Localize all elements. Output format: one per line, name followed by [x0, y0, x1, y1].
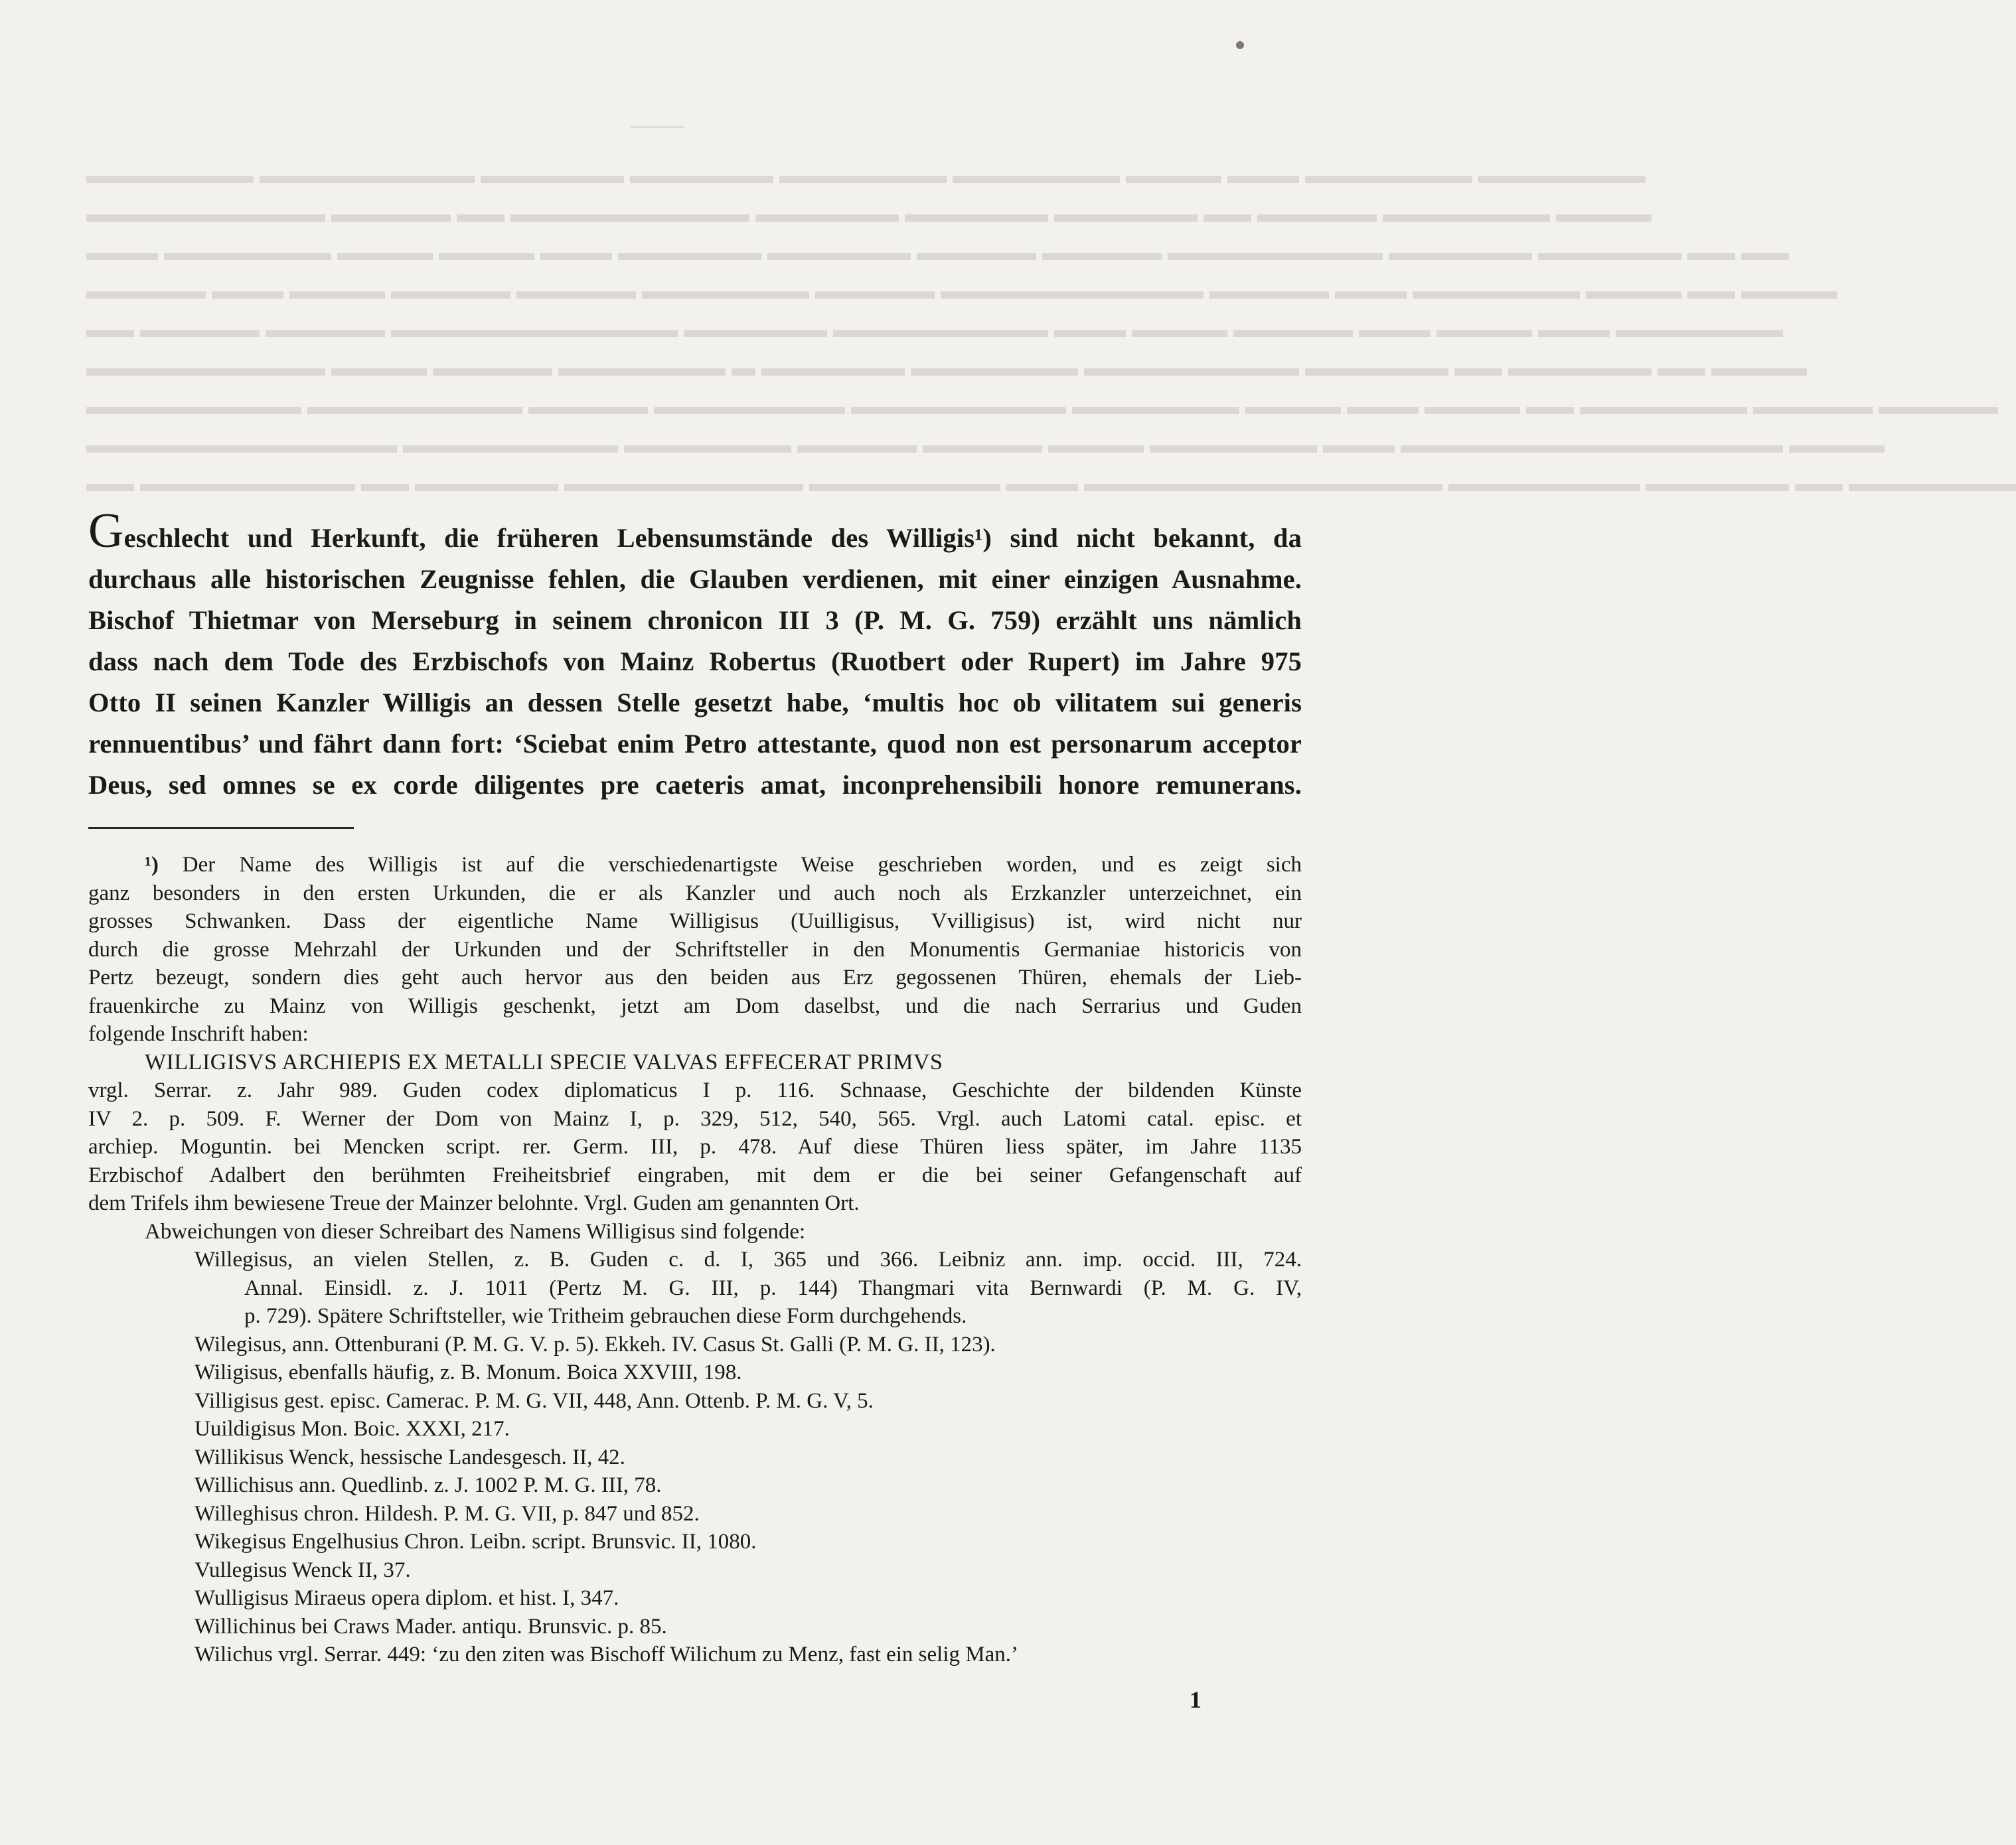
- variants-intro: Abweichungen von dieser Schreibart des Namens Willigisus sind folgende:: [145, 1219, 806, 1244]
- variant-line: Wikegisus Engelhusius Chron. Leibn. script. Brunsvic. II, 1080.: [194, 1530, 757, 1554]
- variant-line: Willikisus Wenck, hessische Landesgesch. II, 42.: [194, 1445, 625, 1469]
- inscription: WILLIGISVS ARCHIEPIS EX METALLI SPECIE VALVAS EFFECERAT PRIMVS: [145, 1049, 943, 1074]
- bleed-through-text: ▬▬▬▬▬▬▬ ▬▬▬▬▬▬▬▬▬ ▬▬▬▬▬▬ ▬▬▬▬▬▬ ▬▬▬▬▬▬▬ ▬▬▬▬▬▬▬ ▬▬▬▬ ▬▬▬ ▬▬▬▬▬▬▬ ▬▬▬▬▬▬▬ ▬▬▬▬▬▬▬▬▬▬ ▬▬▬▬▬ ▬▬ ▬▬▬▬▬▬▬▬▬▬ ▬▬▬▬▬▬ ▬▬▬▬▬▬ ▬▬▬▬▬▬ ▬▬ ▬▬▬▬▬ ▬▬▬▬▬▬▬ ▬▬▬▬ ▬▬▬ ▬▬▬▬▬▬▬ ▬▬▬▬ ▬▬▬▬ ▬▬▬ ▬▬▬▬▬▬ ▬▬▬▬▬▬ ▬▬▬▬▬ ▬▬▬▬▬ ▬▬▬▬▬▬▬▬▬ ▬▬▬▬▬▬ ▬▬▬▬▬▬ ▬▬ ▬▬ ▬▬▬▬▬ ▬▬▬ ▬▬▬▬ ▬▬▬▬▬ ▬▬▬▬▬ ▬▬▬▬▬▬▬ ▬▬▬▬▬ ▬▬▬▬▬▬▬▬▬▬▬ ▬▬▬▬▬ ▬▬▬ ▬▬▬▬▬▬▬ ▬▬▬▬ ▬▬ ▬▬▬▬ ▬▬ ▬▬▬▬▬ ▬▬▬▬▬ ▬▬▬▬▬▬▬▬▬▬▬▬ ▬▬▬▬▬▬ ▬▬▬▬▬▬▬▬▬ ▬▬▬ ▬▬▬▬ ▬▬▬▬▬ ▬▬▬ ▬▬▬▬ ▬▬▬ ▬▬▬▬▬▬▬ ▬▬▬▬▬▬▬▬▬▬ ▬▬▬▬ ▬▬▬▬▬ ▬▬▬▬▬▬▬ ▬ ▬▬▬▬▬▬ ▬▬▬▬▬▬▬ ▬▬▬▬▬▬▬▬▬ ▬▬▬▬▬▬ ▬▬ ▬▬▬▬▬▬ ▬▬ ▬▬▬▬ ▬▬▬▬▬▬▬▬▬ ▬▬▬▬▬▬▬▬▬ ▬▬▬▬▬ ▬▬▬▬▬▬▬▬ ▬▬▬▬▬▬▬▬▬ ▬▬▬▬▬▬▬ ▬▬▬▬ ▬▬▬ ▬▬▬▬ ▬▬ ▬▬▬▬▬▬▬ ▬▬▬▬▬ ▬▬▬▬▬ ▬▬▬▬▬▬▬▬▬▬▬▬▬ ▬▬▬▬▬▬▬▬▬ ▬▬▬▬▬▬▬ ▬▬▬▬▬ ▬▬▬▬▬ ▬▬▬▬ ▬▬▬▬▬▬▬ ▬▬▬ ▬▬▬▬▬▬▬▬▬▬▬▬▬▬▬▬ ▬▬▬▬ ▬▬ ▬▬▬▬▬▬▬▬▬ ▬▬ ▬▬▬▬▬▬ ▬▬▬▬▬▬▬▬▬▬ ▬▬▬▬▬▬▬▬ ▬▬▬ ▬▬▬▬▬▬▬▬▬▬▬▬▬▬▬ ▬▬▬▬▬▬▬▬ ▬▬▬▬▬▬ ▬▬ ▬▬▬▬▬▬▬: [86, 162, 2016, 496]
- ink-spot: [1236, 41, 1244, 49]
- drop-initial: G: [88, 504, 124, 558]
- main-line-4: dass nach dem Tode des Erzbischofs von Mainz Robertus (Ruotbert oder Rupert) im Jahre 975: [88, 646, 1302, 676]
- reference-line-3: archiep. Moguntin. bei Mencken script. rer. Germ. III, p. 478. Auf diese Thüren liess später, im Jahre 1135: [88, 1135, 1302, 1159]
- bleed-through-page-number: [631, 100, 684, 128]
- footnote: [88, 851, 1302, 1669]
- variant-line: Willichisus ann. Quedlinb. z. J. 1002 P. M. G. III, 78.: [194, 1473, 662, 1497]
- variant-line: Willichinus bei Craws Mader. antiqu. Brunsvic. p. 85.: [194, 1614, 667, 1639]
- variant-line: Wiligisus, ebenfalls häufig, z. B. Monum. Boica XXVIII, 198.: [194, 1361, 742, 1384]
- footnote-divider: [88, 827, 354, 829]
- main-paragraph: [88, 504, 1302, 806]
- variant-line: Wilichus vrgl. Serrar. 449: ‘zu den ziten was Bischoff Wilichum zu Menz, fast ein selig Man.’: [194, 1643, 1018, 1666]
- variant-line: Uuildigisus Mon. Boic. XXXI, 217.: [194, 1417, 510, 1441]
- main-line-1: Geschlecht und Herkunft, die früheren Lebensumstände des Willigis¹) sind nicht bekannt, da: [88, 504, 1302, 558]
- footnote-line-1: ¹) Der Name des Willigis ist auf die verschiedenartigste Weise geschrieben worden, und es zeigt sich: [145, 853, 1302, 877]
- reference-line-1: vrgl. Serrar. z. Jahr 989. Guden codex diplomaticus I p. 116. Schnaase, Geschichte der bildenden Künste: [88, 1078, 1302, 1102]
- main-line-7: Deus, sed omnes se ex corde diligentes pre caeteris amat, inconprehensibili honore remunerans.: [88, 770, 1302, 800]
- footnote-line-7: folgende Inschrift haben:: [88, 1022, 309, 1046]
- main-line-3: Bischof Thietmar von Merseburg in seinem chronicon III 3 (P. M. G. 759) erzählt uns nämlich: [88, 605, 1302, 635]
- footnote-line-2: ganz besonders in den ersten Urkunden, die er als Kanzler und auch noch als Erzkanzler unterzeichnet, ein: [88, 881, 1302, 905]
- variant-line: Willegisus, an vielen Stellen, z. B. Guden c. d. I, 365 und 366. Leibniz ann. imp. occid. III, 724.: [194, 1248, 1302, 1272]
- reference-line-2: IV 2. p. 509. F. Werner der Dom von Mainz I, p. 329, 512, 540, 565. Vrgl. auch Latomi catal. episc. et: [88, 1106, 1302, 1131]
- page-number: 1: [1190, 1686, 1202, 1713]
- variant-line: p. 729). Spätere Schriftsteller, wie Tritheim gebrauchen diese Form durchgehends.: [244, 1304, 967, 1328]
- variant-line: Vullegisus Wenck II, 37.: [194, 1558, 411, 1582]
- footnote-marker: ¹): [145, 853, 159, 877]
- variant-line: Annal. Einsidl. z. J. 1011 (Pertz M. G. III, p. 144) Thangmari vita Bernwardi (P. M. G. IV,: [244, 1276, 1302, 1300]
- variant-line: Willeghisus chron. Hildesh. P. M. G. VII, p. 847 und 852.: [194, 1501, 700, 1526]
- footnote-line-6: frauenkirche zu Mainz von Willigis geschenkt, jetzt am Dom daselbst, und die nach Serrarius und Guden: [88, 994, 1302, 1018]
- footnote-line-4: durch die grosse Mehrzahl der Urkunden und der Schriftsteller in den Monumentis Germaniae historicis von: [88, 937, 1302, 962]
- variant-line: Wilegisus, ann. Ottenburani (P. M. G. V. p. 5). Ekkeh. IV. Casus St. Galli (P. M. G. II, 123).: [194, 1332, 996, 1357]
- main-line-6: rennuentibus’ und fährt dann fort: ‘Sciebat enim Petro attestante, quod non est personarum acceptor: [88, 729, 1302, 759]
- reference-line-5: dem Trifels ihm bewiesene Treue der Mainzer belohnte. Vrgl. Guden am genannten Ort.: [88, 1191, 860, 1215]
- main-line-5: Otto II seinen Kanzler Willigis an dessen Stelle gesetzt habe, ‘multis hoc ob vilitatem sui generis: [88, 688, 1302, 717]
- footnote-line-3: grosses Schwanken. Dass der eigentliche Name Willigisus (Uuilligisus, Vvilligisus) ist, wird nicht nur: [88, 909, 1302, 933]
- variant-line: Villigisus gest. episc. Camerac. P. M. G. VII, 448, Ann. Ottenb. P. M. G. V, 5.: [194, 1388, 874, 1413]
- footnote-line-5: Pertz bezeugt, sondern dies geht auch hervor aus den beiden aus Erz gegossenen Thüren, ehemals der Lieb-: [88, 966, 1302, 990]
- variant-line: Wulligisus Miraeus opera diplom. et hist. I, 347.: [194, 1586, 619, 1610]
- main-line-2: durchaus alle historischen Zeugnisse fehlen, die Glauben verdienen, mit einer einzigen Ausnahme.: [88, 564, 1302, 594]
- reference-line-4: Erzbischof Adalbert den berühmten Freiheitsbrief eingraben, mit dem er die bei seiner Gefangenschaft auf: [88, 1163, 1302, 1187]
